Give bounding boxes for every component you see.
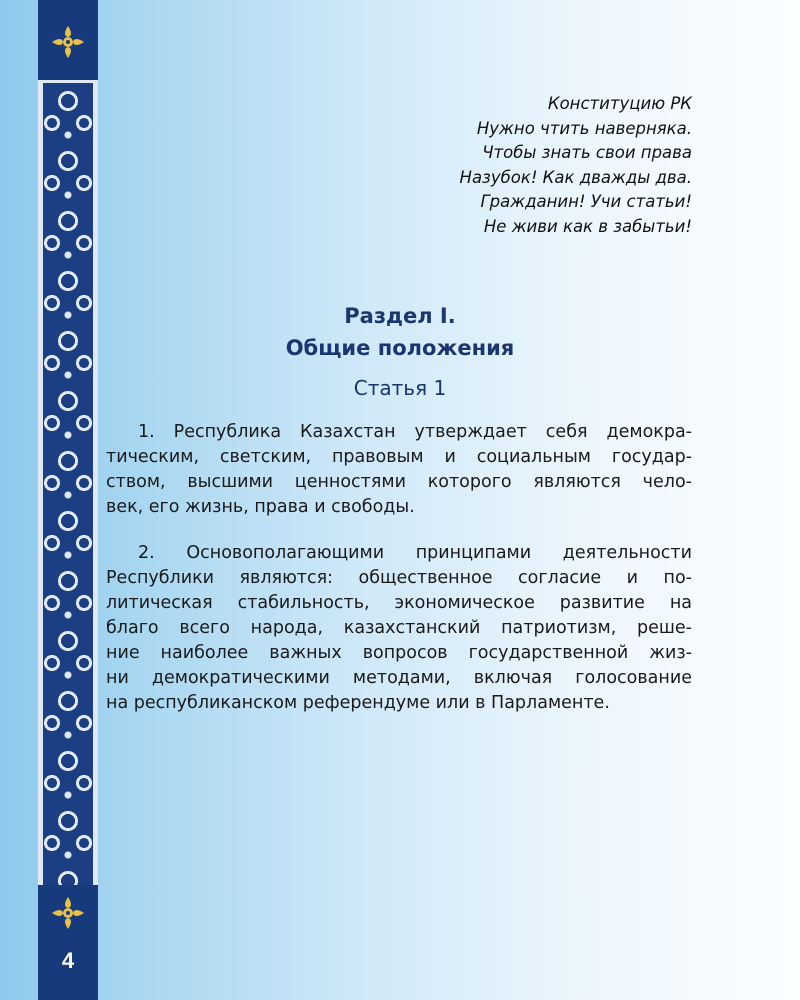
epigraph-poem — [272, 92, 692, 239]
article-title: Статья 1 — [353, 376, 447, 400]
paragraph-line: Республики являются: общественное согласие и по- — [106, 568, 692, 588]
page-number: 4 — [61, 948, 75, 973]
paragraph-line: 1. Республика Казахстан утверждает себя демокра- — [138, 422, 692, 442]
ornament-band — [38, 0, 98, 1000]
paragraph-line: ством, высшими ценностями которого являются чело- — [106, 472, 692, 492]
section-title: Общие положения — [285, 336, 515, 360]
band-bottom-panel — [38, 885, 98, 1000]
paragraph-line: 2. Основополагающими принципами деятельности — [138, 543, 692, 563]
band-top-panel — [38, 0, 98, 80]
poem-line: Нужно чтить наверняка. — [476, 118, 692, 138]
poem-line: Гражданин! Учи статьи! — [480, 192, 692, 211]
paragraph-line: ни демократическими методами, включая голосование — [106, 668, 692, 688]
section-number: Раздел I. — [344, 304, 456, 328]
paragraph-line: тическим, светским, правовым и социальным государ- — [106, 447, 692, 467]
paragraph-line: ние наиболее важных вопросов государственной жиз- — [106, 643, 692, 663]
paragraph-line: век, его жизнь, права и свободы. — [106, 497, 415, 517]
paragraph-line: благо всего народа, казахстанский патриотизм, реше- — [106, 618, 692, 638]
poem-line: Конституцию РК — [547, 94, 692, 113]
poem-line: Назубок! Как дважды два. — [459, 167, 692, 187]
article-paragraph-2 — [106, 541, 692, 716]
article-paragraph-1 — [106, 420, 692, 520]
kazakh-ornament-pattern — [38, 80, 98, 891]
paragraph-line: на республиканском референдуме или в Парламенте. — [106, 693, 610, 713]
paragraph-line: литическая стабильность, экономическое развитие на — [106, 593, 692, 613]
poem-line: Чтобы знать свои права — [482, 143, 692, 162]
ornament-emblem-icon — [50, 24, 86, 60]
ornament-emblem-icon — [50, 895, 86, 931]
poem-line: Не живи как в забытьи! — [483, 216, 692, 236]
